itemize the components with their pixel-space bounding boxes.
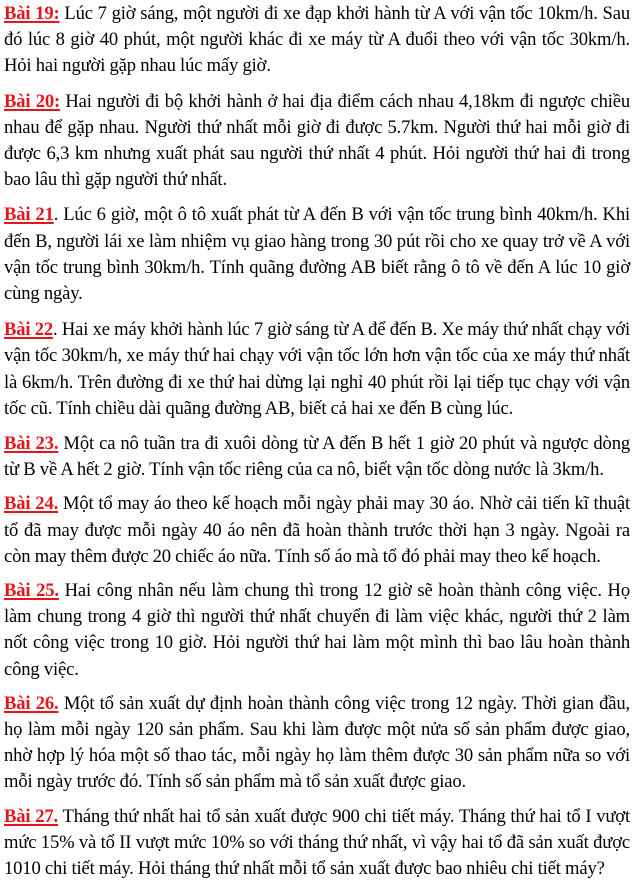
problem-label: Bài 23. — [4, 433, 59, 455]
problem-label: Bài 25. — [4, 580, 59, 602]
problem-label: Bài 26. — [4, 692, 59, 714]
problem-label: Bài 21 — [4, 204, 54, 226]
problem-text: Tháng thứ nhất hai tổ sản xuất được 900 chi tiết máy. Tháng thứ hai tổ I vượt mức 15% và tổ II vượt mức 10% so với tháng thứ nhất, vì vậy hai tổ đã sản xuất được 1010 chi tiết máy. Hỏi tháng thứ nhất mỗi tổ sản xuất được bao nhiêu chi tiết máy? — [4, 805, 630, 880]
problem-label: Bài 19: — [4, 3, 60, 24]
problem-label: Bài 20: — [4, 90, 61, 112]
problem-19 — [4, 1, 630, 80]
problem-text: . Lúc 6 giờ, một ô tô xuất phát từ A đến B với vận tốc trung bình 40km/h. Khi đến B, người lái xe làm nhiệm vụ giao hàng trong 30 pút rồi cho xe quay trở về A với vận tốc trung bình 30km/h. Tính quãng đường AB biết rằng ô tô về đến A lúc 10 giờ cùng ngày. — [4, 204, 630, 305]
problem-23 — [4, 431, 630, 483]
problem-text: Một tổ may áo theo kế hoạch mỗi ngày phải may 30 áo. Nhờ cải tiến kĩ thuật tổ đã may được mỗi ngày 40 áo nên đã hoàn thành trước thời hạn 3 ngày. Ngoài ra còn may thêm được 20 chiếc áo nữa. Tính số áo mà tổ đó phải may theo kế hoạch. — [4, 493, 630, 567]
problem-text: Lúc 7 giờ sáng, một người đi xe đạp khởi hành từ A với vận tốc 10km/h. Sau đó lúc 8 giờ 40 phút, một người khác đi xe máy từ A đuổi theo với vận tốc 30km/h. Hỏi hai người gặp nhau lúc mấy giờ. — [4, 3, 630, 77]
problem-21 — [4, 202, 630, 307]
problem-26 — [4, 691, 630, 796]
problem-20 — [4, 89, 630, 194]
problem-text: Một ca nô tuần tra đi xuôi dòng từ A đến B hết 1 giờ 20 phút và ngược dòng từ B về A hết 2 giờ. Tính vận tốc riêng của ca nô, biết vận tốc dòng nước là 3km/h. — [4, 433, 630, 481]
problem-label: Bài 22 — [4, 319, 54, 341]
problem-24 — [4, 491, 630, 570]
problem-27 — [4, 804, 630, 882]
problem-text: Một tổ sản xuất dự định hoàn thành công việc trong 12 ngày. Thời gian đầu, họ làm mỗi ngày 120 sản phẩm. Sau khi làm được một nửa số sản phẩm được giao, nhờ hợp lý hóa một số thao tác, mỗi ngày họ làm thêm được 30 sản phẩm nữa so với mỗi ngày trước đó. Tính số sản phẩm mà tổ sản xuất được giao. — [4, 692, 630, 793]
problem-25 — [4, 578, 630, 683]
problem-label: Bài 24. — [4, 493, 59, 515]
problem-text: Hai công nhân nếu làm chung thì trong 12 giờ sẽ hoàn thành công việc. Họ làm chung trong 4 giờ thì người thứ nhất chuyển đi làm việc khác, người thứ 2 làm nốt công việc trong 10 giờ. Hỏi người thứ hai làm một mình thì bao lâu hoàn thành công việc. — [4, 580, 630, 680]
problem-text: . Hai xe máy khởi hành lúc 7 giờ sáng từ A để đến B. Xe máy thứ nhất chạy với vận tốc 30km/h, xe máy thứ hai chạy với vận tốc lớn hơn vận tốc của xe máy thứ nhất là 6km/h. Trên đường đi xe thứ hai dừng lại nghỉ 40 phút rồi lại tiếp tục chạy với vận tốc cũ. Tính chiều dài quãng đường AB, biết cả hai xe đến B cùng lúc. — [4, 319, 630, 419]
problem-22 — [4, 317, 630, 422]
problem-text: Hai người đi bộ khởi hành ở hai địa điểm cách nhau 4,18km đi ngược chiều nhau để gặp nhau. Người thứ nhất mỗi giờ đi được 5.7km. Người thứ hai mỗi giờ đi được 6,3 km nhưng xuất phát sau người thứ nhất 4 phút. Hỏi người thứ hai đi trong bao lâu thì gặp người thứ nhất. — [4, 90, 630, 191]
problem-label: Bài 27. — [4, 805, 59, 827]
